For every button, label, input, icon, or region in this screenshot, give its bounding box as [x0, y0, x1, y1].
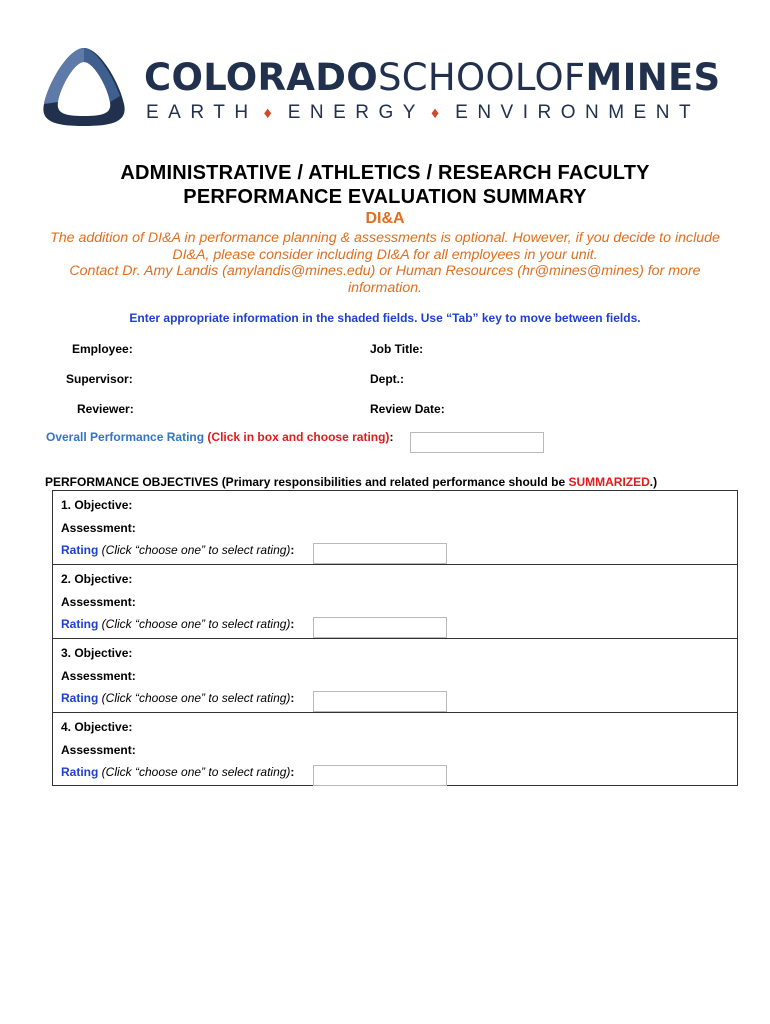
review-date-label: Review Date: [370, 402, 445, 416]
objective-label[interactable]: 4. Objective: [61, 720, 133, 734]
overall-rating-hint: (Click in box and choose rating) [207, 430, 390, 444]
rating-hint: (Click “choose one” to select rating) [98, 765, 291, 779]
dia-note-line-1: The addition of DI&A in performance planning & assessments is optional. However, if you decide to include DI&A, please consider including DI&A for all employees in your unit. [50, 230, 720, 263]
assessment-label[interactable]: Assessment: [61, 669, 136, 683]
rating-colon: : [290, 765, 295, 779]
tag-environment: ENVIRONMENT [455, 102, 701, 123]
dia-note-line-2: Contact Dr. Amy Landis (amylandis@mines.edu) or Human Resources (hr@mines@mines) for more information. [69, 263, 701, 296]
overall-rating-colon: : [389, 430, 394, 444]
page-title-line-2: PERFORMANCE EVALUATION SUMMARY [183, 186, 587, 208]
rating-hint: (Click “choose one” to select rating) [98, 543, 291, 557]
objectives-header [45, 475, 657, 489]
assessment-label[interactable]: Assessment: [61, 521, 136, 535]
objectives-header-suffix: .) [649, 475, 658, 489]
objective-label[interactable]: 2. Objective: [61, 572, 133, 586]
objective-row [53, 491, 737, 564]
overall-rating-title: Overall Performance Rating [46, 430, 205, 444]
objective-label[interactable]: 1. Objective: [61, 498, 133, 512]
employee-label: Employee: [72, 342, 133, 356]
overall-rating-select[interactable] [410, 432, 544, 453]
rating-colon: : [290, 691, 295, 705]
rating-label [61, 543, 294, 557]
rating-hint: (Click “choose one” to select rating) [98, 691, 291, 705]
objective-row [53, 638, 737, 712]
rating-word: Rating [61, 617, 99, 631]
rating-colon: : [290, 543, 295, 557]
rating-select[interactable] [313, 543, 447, 564]
assessment-label[interactable]: Assessment: [61, 743, 136, 757]
rating-label [61, 765, 294, 779]
rating-label [61, 617, 294, 631]
objective-row [53, 712, 737, 786]
reviewer-label: Reviewer: [77, 402, 134, 416]
objectives-header-prefix: PERFORMANCE OBJECTIVES (Primary responsibilities and related performance should be [45, 475, 569, 489]
assessment-label[interactable]: Assessment: [61, 595, 136, 609]
logo-name-mines: MINES [585, 56, 721, 99]
objective-label[interactable]: 3. Objective: [61, 646, 133, 660]
logo-name-colorado: COLORADO [144, 56, 379, 99]
objectives-table [52, 490, 738, 786]
rating-select[interactable] [313, 617, 447, 638]
dept-label: Dept.: [370, 372, 404, 386]
mines-triangle-icon [40, 44, 128, 128]
logo-tagline [146, 102, 700, 124]
rating-select[interactable] [313, 765, 447, 786]
rating-colon: : [290, 617, 295, 631]
flame-icon: ♦ [263, 105, 272, 122]
logo-wordmark [144, 56, 721, 99]
tag-energy: ENERGY [287, 102, 425, 123]
rating-word: Rating [61, 543, 99, 557]
overall-rating-label [46, 430, 393, 444]
page-title-line-1: ADMINISTRATIVE / ATHLETICS / RESEARCH FACULTY [120, 162, 650, 184]
flame-icon: ♦ [430, 105, 440, 122]
objectives-header-emphasis: SUMMARIZED [568, 475, 650, 489]
rating-select[interactable] [313, 691, 447, 712]
rating-hint: (Click “choose one” to select rating) [98, 617, 291, 631]
mines-logo [40, 44, 730, 130]
tag-earth: EARTH [146, 102, 258, 123]
job-title-label: Job Title: [370, 342, 424, 356]
logo-name-schoolof: SCHOOLOF [378, 56, 586, 99]
rating-word: Rating [61, 765, 99, 779]
dia-heading: DI&A [365, 210, 405, 227]
dia-note [40, 230, 730, 296]
instructions: Enter appropriate information in the shaded fields. Use “Tab” key to move between fields. [129, 311, 641, 325]
rating-word: Rating [61, 691, 99, 705]
rating-label [61, 691, 294, 705]
objective-row [53, 564, 737, 638]
supervisor-label: Supervisor: [66, 372, 133, 386]
